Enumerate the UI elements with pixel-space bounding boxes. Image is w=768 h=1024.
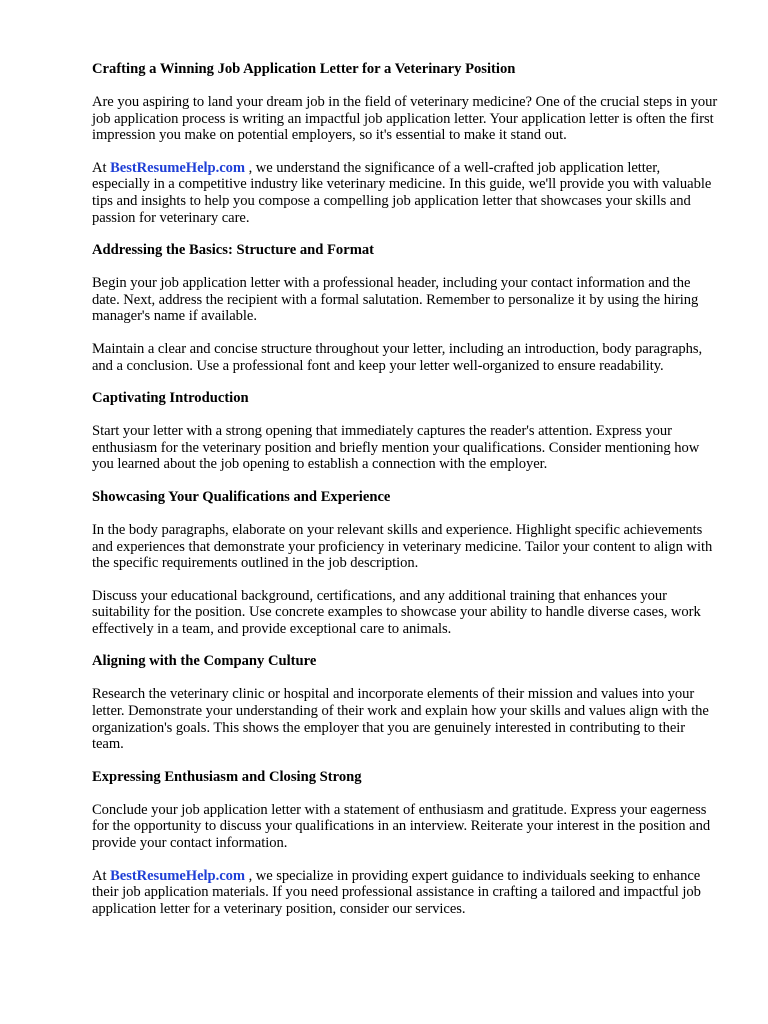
bestresumehelp-link-2[interactable]: BestResumeHelp.com	[110, 867, 245, 884]
section-heading-culture: Aligning with the Company Culture	[92, 653, 317, 670]
section-heading-closing: Expressing Enthusiasm and Closing Strong	[92, 768, 362, 785]
section-heading-basics: Addressing the Basics: Structure and Format	[92, 242, 375, 259]
closing-paragraph-2	[92, 868, 720, 918]
qualifications-paragraph-2: Discuss your educational background, certifications, and any additional training that enhances your suitability for the position. Use concrete examples to showcase your ability to handle diverse cases, work effectively in a team, and provide exceptional care to animals.	[92, 587, 701, 637]
closing-suffix: , we specialize in providing expert guidance to individuals seeking to enhance their job application materials. If you need professional assistance in crafting a tailored and impactful job application letter for a veterinary position, consider our services.	[92, 867, 701, 917]
culture-paragraph-1: Research the veterinary clinic or hospital and incorporate elements of their mission and values into your letter. Demonstrate your understanding of their work and explain how your skills and values align with the organization's goals. This shows the employer that you are genuinely interested in contributing to their team.	[92, 686, 709, 753]
bestresumehelp-link-1[interactable]: BestResumeHelp.com	[110, 159, 245, 176]
document-page	[92, 61, 720, 933]
intro-paragraph-1: Are you aspiring to land your dream job in the field of veterinary medicine? One of the crucial steps in your job application process is writing an impactful job application letter. Your application letter is often the first impression you make on potential employers, so it's essential to make it stand out.	[92, 94, 718, 144]
qualifications-paragraph-1: In the body paragraphs, elaborate on your relevant skills and experience. Highlight specific achievements and experiences that demonstrate your proficiency in veterinary medicine. Tailor your content to align with the specific requirements outlined in the job description.	[92, 521, 713, 572]
intro-prefix: At	[92, 159, 111, 176]
intro-suffix: , we understand the significance of a well-crafted job application letter, especially in a competitive industry like veterinary medicine. In this guide, we'll provide you with valuable tips and insights to help you compose a compelling job application letter that showcases your skills and passion for veterinary care.	[92, 159, 712, 226]
section-heading-qualifications: Showcasing Your Qualifications and Experience	[92, 488, 391, 505]
document-title: Crafting a Winning Job Application Letter for a Veterinary Position	[92, 61, 516, 77]
basics-paragraph-1: Begin your job application letter with a professional header, including your contact information and the date. Next, address the recipient with a formal salutation. Remember to personalize it by using the hiring manager's name if available.	[92, 275, 699, 325]
section-heading-introduction: Captivating Introduction	[92, 390, 249, 407]
closing-prefix: At	[92, 867, 111, 884]
basics-paragraph-2: Maintain a clear and concise structure throughout your letter, including an introduction, body paragraphs, and a conclusion. Use a professional font and keep your letter well-organized to ensure readability.	[92, 340, 703, 374]
closing-paragraph-1: Conclude your job application letter with a statement of enthusiasm and gratitude. Express your eagerness for the opportunity to discuss your qualifications in an interview. Reiterate your interest in the position and provide your contact information.	[92, 801, 711, 852]
intro-paragraph-2	[92, 160, 720, 226]
introduction-paragraph-1: Start your letter with a strong opening that immediately captures the reader's attention. Express your enthusiasm for the veterinary position and briefly mention your qualifications. Consider mentioning how you learned about the job opening to establish a connection with the employer.	[92, 423, 700, 473]
